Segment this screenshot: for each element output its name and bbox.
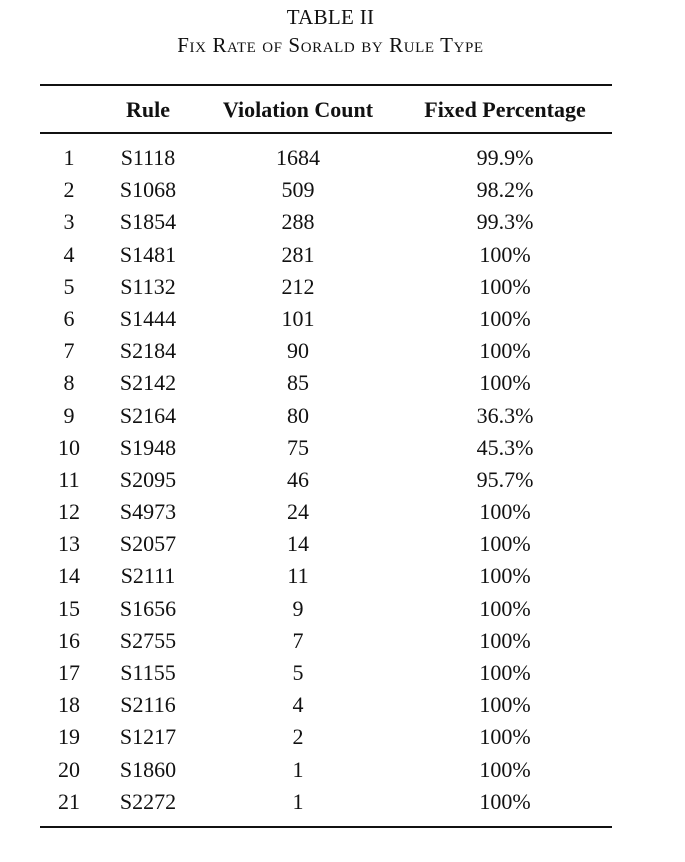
- table-row: [0, 689, 685, 721]
- cell-fixed-percentage: 100%: [479, 338, 531, 364]
- table-row: [0, 721, 685, 753]
- table-row: [0, 367, 685, 399]
- cell-rule: S1656: [119, 595, 177, 621]
- cell-violation-count: 1: [292, 788, 304, 814]
- table-row: [0, 239, 685, 271]
- cell-fixed-percentage: 100%: [479, 660, 531, 685]
- cell-index: 21: [58, 788, 80, 814]
- cell-violation-count: 5: [292, 660, 304, 685]
- table-row: [0, 432, 685, 464]
- table-row: [0, 206, 685, 238]
- cell-rule: S2184: [119, 338, 177, 364]
- cell-index: 15: [58, 595, 80, 621]
- cell-rule: S2272: [119, 788, 177, 814]
- table-row: [0, 174, 685, 206]
- cell-violation-count: 80: [287, 402, 309, 428]
- cell-rule: S2755: [119, 627, 177, 653]
- cell-fixed-percentage: 100%: [479, 756, 531, 782]
- table-row: [0, 303, 685, 335]
- cell-violation-count: 75: [287, 434, 309, 460]
- cell-rule: S1444: [119, 305, 177, 331]
- cell-rule: S1854: [119, 209, 177, 235]
- cell-violation-count: 7: [292, 627, 304, 653]
- cell-violation-count: 24: [287, 499, 309, 525]
- cell-rule: S1068: [119, 177, 177, 203]
- cell-index: 6: [63, 305, 75, 331]
- cell-rule: S1118: [120, 145, 176, 170]
- header-violation-count: Violation Count: [222, 97, 374, 122]
- table-row: [0, 754, 685, 786]
- cell-fixed-percentage: 100%: [479, 627, 531, 653]
- cell-index: 1: [63, 145, 75, 170]
- cell-index: 9: [63, 402, 75, 428]
- cell-index: 11: [58, 466, 80, 492]
- table-row: [0, 786, 685, 818]
- cell-violation-count: 14: [287, 531, 309, 557]
- cell-fixed-percentage: 45.3%: [476, 434, 534, 460]
- table-row: [0, 496, 685, 528]
- table-row: [0, 142, 685, 174]
- cell-index: 7: [63, 338, 75, 364]
- cell-fixed-percentage: 100%: [479, 563, 531, 589]
- cell-fixed-percentage: 100%: [479, 305, 531, 331]
- cell-violation-count: 46: [287, 466, 309, 492]
- table-caption: Fix Rate of Sorald by Rule Type: [177, 33, 484, 57]
- cell-violation-count: 85: [287, 370, 309, 396]
- cell-index: 10: [58, 434, 80, 460]
- cell-violation-count: 509: [281, 177, 315, 203]
- table-header-row: [0, 94, 685, 126]
- cell-index: 3: [63, 209, 75, 235]
- table-row: [0, 528, 685, 560]
- cell-rule: S1948: [119, 434, 177, 460]
- cell-fixed-percentage: 100%: [479, 531, 531, 557]
- cell-fixed-percentage: 100%: [479, 692, 531, 718]
- cell-rule: S2111: [120, 563, 176, 589]
- cell-rule: S1860: [119, 756, 177, 782]
- cell-rule: S2116: [120, 692, 176, 718]
- table-row: [0, 271, 685, 303]
- cell-rule: S1132: [120, 273, 176, 299]
- cell-index: 14: [58, 563, 80, 589]
- cell-index: 4: [63, 241, 75, 267]
- cell-violation-count: 4: [292, 692, 304, 718]
- cell-violation-count: 281: [281, 241, 315, 267]
- cell-violation-count: 1684: [276, 145, 320, 170]
- top-rule: [40, 84, 612, 86]
- cell-fixed-percentage: 100%: [479, 499, 531, 525]
- cell-fixed-percentage: 99.3%: [476, 209, 534, 235]
- cell-fixed-percentage: 100%: [479, 595, 531, 621]
- cell-violation-count: 101: [281, 305, 315, 331]
- cell-fixed-percentage: 98.2%: [476, 177, 534, 203]
- cell-rule: S2142: [119, 370, 177, 396]
- cell-rule: S1481: [119, 241, 177, 267]
- header-rule: Rule: [126, 97, 170, 122]
- table-row: [0, 464, 685, 496]
- cell-index: 18: [58, 692, 80, 718]
- cell-violation-count: 2: [292, 724, 304, 750]
- cell-fixed-percentage: 100%: [479, 788, 531, 814]
- cell-index: 17: [58, 660, 80, 685]
- cell-rule: S1155: [120, 660, 176, 685]
- bottom-rule: [40, 826, 612, 828]
- table-number: TABLE II: [286, 5, 375, 29]
- cell-index: 13: [58, 531, 80, 557]
- cell-fixed-percentage: 100%: [479, 724, 531, 750]
- cell-index: 12: [58, 499, 80, 525]
- cell-fixed-percentage: 99.9%: [476, 145, 534, 170]
- cell-rule: S4973: [119, 499, 177, 525]
- cell-rule: S2095: [119, 466, 177, 492]
- cell-violation-count: 11: [287, 563, 309, 589]
- cell-violation-count: 288: [281, 209, 315, 235]
- cell-fixed-percentage: 100%: [479, 241, 531, 267]
- cell-index: 5: [63, 273, 75, 299]
- cell-violation-count: 1: [292, 756, 304, 782]
- cell-rule: S2164: [119, 402, 177, 428]
- cell-violation-count: 9: [292, 595, 304, 621]
- cell-fixed-percentage: 100%: [479, 273, 531, 299]
- cell-rule: S1217: [119, 724, 177, 750]
- cell-fixed-percentage: 36.3%: [476, 402, 534, 428]
- table-row: [0, 593, 685, 625]
- table-row: [0, 657, 685, 689]
- cell-violation-count: 212: [281, 273, 315, 299]
- cell-fixed-percentage: 95.7%: [476, 466, 534, 492]
- cell-index: 2: [63, 177, 75, 203]
- table-row: [0, 400, 685, 432]
- cell-index: 19: [58, 724, 80, 750]
- table-row: [0, 560, 685, 592]
- cell-fixed-percentage: 100%: [479, 370, 531, 396]
- cell-index: 8: [63, 370, 75, 396]
- table-row: [0, 335, 685, 367]
- cell-violation-count: 90: [287, 338, 309, 364]
- cell-rule: S2057: [119, 531, 177, 557]
- header-fixed-percentage: Fixed Percentage: [424, 97, 586, 122]
- cell-index: 20: [58, 756, 80, 782]
- table-row: [0, 625, 685, 657]
- table-body: [0, 142, 685, 818]
- header-rule-line: [40, 132, 612, 134]
- cell-index: 16: [58, 627, 80, 653]
